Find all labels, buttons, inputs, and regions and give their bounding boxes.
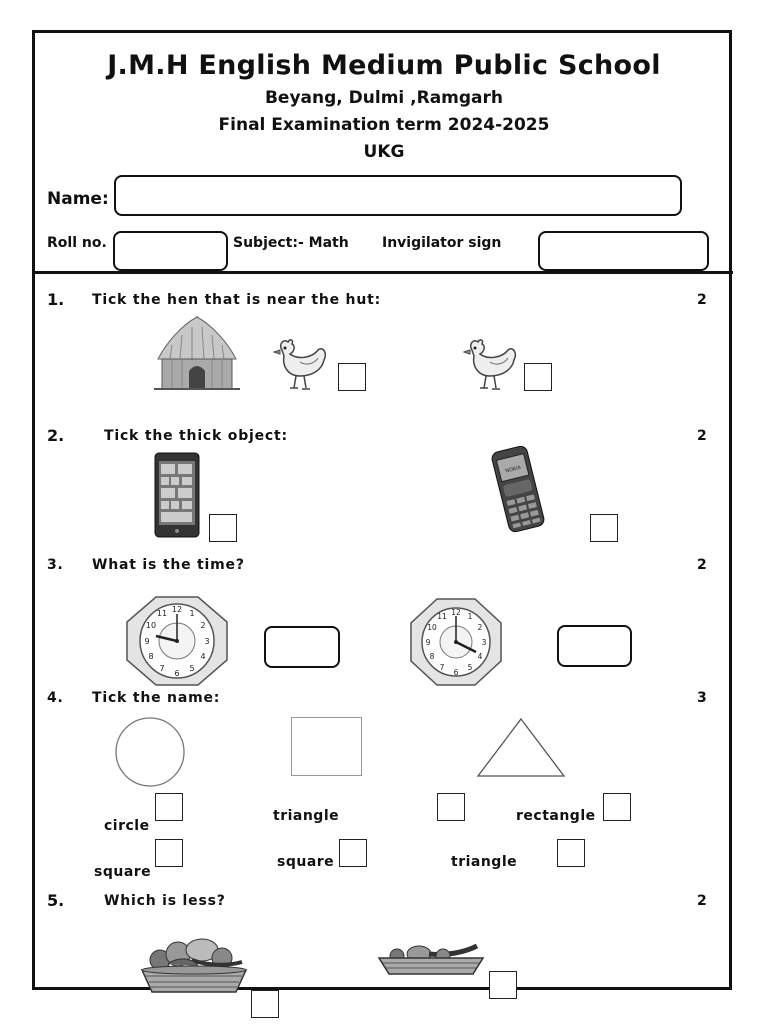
option-label: square: [277, 854, 335, 870]
invigilator-label: Invigilator sign: [382, 235, 502, 251]
question-number: 3.: [47, 557, 64, 573]
time-answer-box[interactable]: [557, 625, 632, 667]
option-label: square: [94, 864, 152, 880]
exam-title: Final Examination term 2024-2025: [218, 115, 550, 135]
option-checkbox[interactable]: [603, 793, 631, 821]
feature-phone-icon: [490, 446, 546, 532]
smartphone-icon: [154, 452, 200, 538]
question-number: 1.: [47, 290, 65, 309]
option-checkbox[interactable]: [557, 839, 585, 867]
question-text: Which is less?: [104, 893, 226, 909]
invigilator-field[interactable]: [538, 231, 709, 271]
hen-far-checkbox[interactable]: [524, 363, 552, 391]
subject-label: Subject:- Math: [233, 235, 349, 251]
feature-phone-checkbox[interactable]: [590, 514, 618, 542]
hut-icon: [152, 315, 242, 391]
triangle-shape: [476, 718, 566, 778]
fruit-basket-icon: [138, 936, 250, 994]
hen-icon: [462, 336, 520, 392]
svg-text:8: 8: [429, 652, 435, 661]
option-label: rectangle: [516, 808, 596, 824]
svg-text:9: 9: [144, 637, 150, 646]
svg-text:1: 1: [467, 612, 473, 621]
school-name: J.M.H English Medium Public School: [107, 50, 661, 81]
option-label: triangle: [451, 854, 518, 870]
svg-text:7: 7: [159, 664, 165, 673]
name-label: Name:: [47, 189, 109, 209]
question-marks: 2: [697, 557, 707, 573]
vegetable-basket-icon: [377, 942, 485, 976]
page-border: [32, 30, 732, 990]
basket-checkbox[interactable]: [251, 990, 279, 1018]
option-checkbox[interactable]: [437, 793, 465, 821]
name-field[interactable]: [114, 175, 682, 216]
svg-text:NOKIA: NOKIA: [504, 464, 522, 475]
basket-checkbox[interactable]: [489, 971, 517, 999]
school-address: Beyang, Dulmi ,Ramgarh: [264, 88, 504, 108]
question-marks: 2: [697, 428, 707, 444]
svg-text:11: 11: [156, 609, 168, 618]
svg-text:12: 12: [171, 605, 183, 614]
svg-text:10: 10: [427, 623, 437, 632]
roll-field[interactable]: [113, 231, 228, 271]
hen-near-hut-checkbox[interactable]: [338, 363, 366, 391]
svg-text:3: 3: [481, 638, 487, 647]
svg-text:2: 2: [477, 623, 483, 632]
svg-text:12: 12: [451, 608, 461, 617]
svg-text:4: 4: [200, 652, 206, 661]
question-marks: 2: [697, 292, 707, 308]
square-shape: [291, 717, 362, 776]
question-number: 4.: [47, 690, 64, 706]
clock-icon: [126, 596, 228, 686]
question-marks: 3: [697, 690, 707, 706]
svg-text:7: 7: [439, 663, 445, 672]
svg-text:11: 11: [437, 612, 447, 621]
time-answer-box[interactable]: [264, 626, 340, 668]
question-text: What is the time?: [92, 557, 245, 573]
svg-text:5: 5: [467, 663, 473, 672]
class-name: UKG: [363, 142, 405, 162]
svg-text:6: 6: [174, 669, 180, 678]
clock-icon: [410, 598, 502, 686]
option-label: circle: [104, 818, 150, 834]
question-text: Tick the hen that is near the hut:: [92, 292, 381, 308]
svg-text:4: 4: [477, 652, 483, 661]
svg-text:10: 10: [145, 621, 157, 630]
question-number: 5.: [47, 891, 65, 910]
svg-text:5: 5: [189, 664, 195, 673]
smartphone-checkbox[interactable]: [209, 514, 237, 542]
circle-shape: [114, 717, 186, 787]
svg-text:9: 9: [425, 638, 431, 647]
option-label: triangle: [273, 808, 340, 824]
svg-text:3: 3: [204, 637, 210, 646]
hen-icon: [272, 336, 330, 392]
question-marks: 2: [697, 893, 707, 909]
option-checkbox[interactable]: [155, 839, 183, 867]
svg-text:8: 8: [148, 652, 154, 661]
header-divider: [35, 271, 733, 274]
svg-text:2: 2: [200, 621, 206, 630]
question-number: 2.: [47, 426, 65, 445]
question-text: Tick the thick object:: [104, 428, 288, 444]
svg-text:1: 1: [189, 609, 195, 618]
option-checkbox[interactable]: [339, 839, 367, 867]
question-text: Tick the name:: [92, 690, 221, 706]
option-checkbox[interactable]: [155, 793, 183, 821]
svg-text:6: 6: [453, 668, 459, 677]
roll-label: Roll no.: [47, 235, 107, 251]
